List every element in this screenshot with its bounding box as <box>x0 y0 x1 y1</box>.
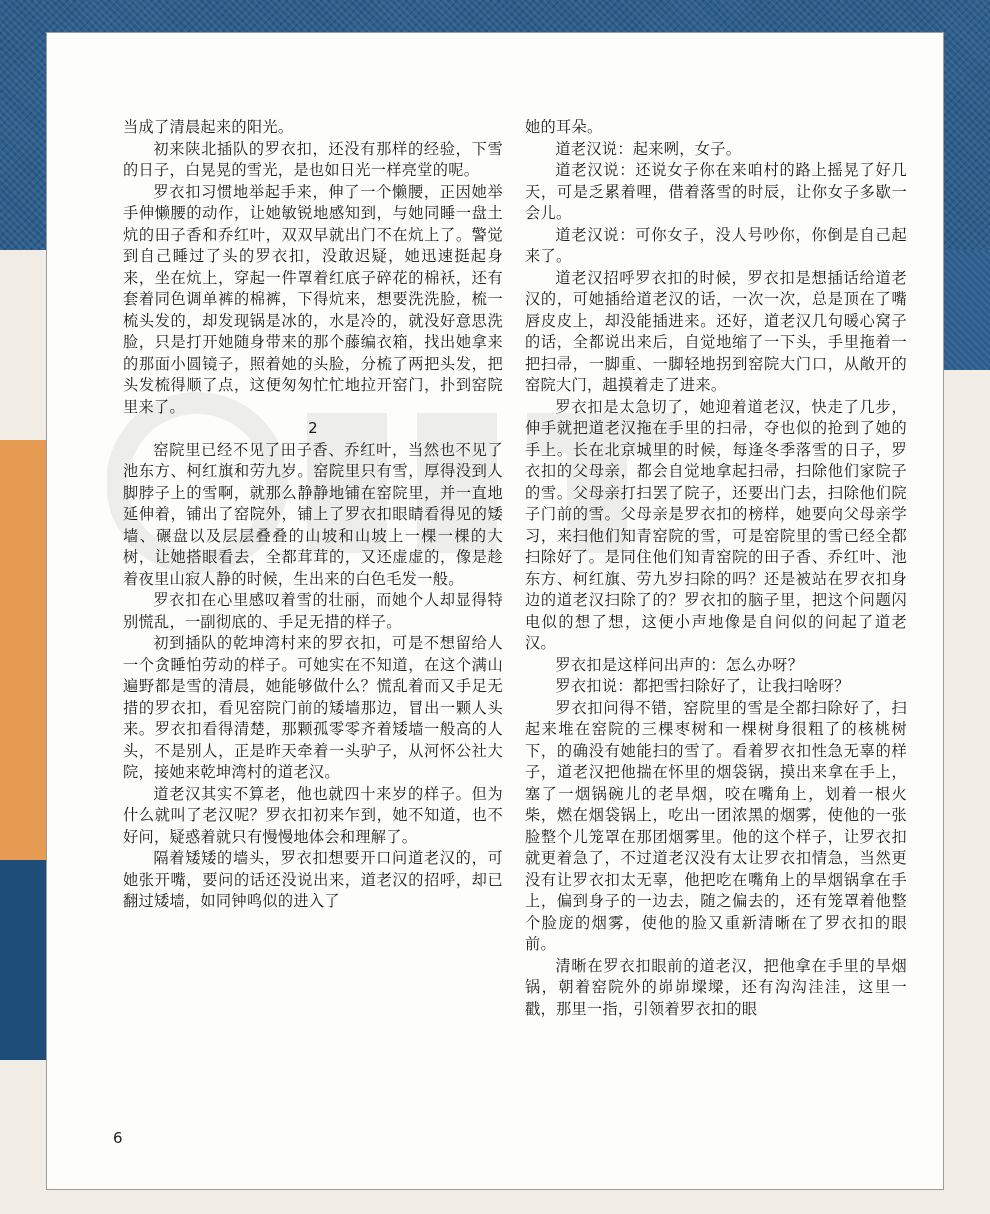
paragraph: 窑院里已经不见了田子香、乔红叶，当然也不见了池东方、柯红旗和劳九岁。窑院里只有雪，厚得没到人脚脖子上的雪啊，就那么静静地铺在窑院里，并一直地延伸着，铺出了窑院外，铺上了罗衣扣眼睛看得见的矮墙、碾盘以及层层叠叠的山坡和山坡上一棵一棵的大树，让她搭眼看去，全都茸茸的，又还虚虚的，像是趁着夜里山寂人静的时候，生出来的白色毛发一般。 <box>123 440 503 588</box>
paragraph: 罗衣扣是太急切了，她迎着道老汉，快走了几步，伸手就把道老汉拖在手里的扫帚，夺也似的抢到了她的手上。长在北京城里的时候，每逢冬季落雪的日子，罗衣扣的父母亲，都会自觉地拿起扫帚，扫除他们家院子的雪。父母亲打扫罢了院子，还要出门去，扫除他们院子门前的雪。父母亲是罗衣扣的榜样，她要向父母亲学习，来扫他们知青窑院的雪，可是窑院里的雪已经全都扫除好了。是同住他们知青窑院的田子香、乔红叶、池东方、柯红旗、劳九岁扫除的吗？还是被站在罗衣扣身边的道老汉扫除了的？罗衣扣的脑子里，把这个问题闪电似的想了想，这便小声地像是自问似的问起了道老汉。 <box>525 397 907 652</box>
left-paragraphs-after <box>123 440 503 913</box>
paragraph: 道老汉说：可你女子，没人号吵你，你倒是自己起来了。 <box>525 225 907 265</box>
paragraph: 初到插队的乾坤湾村来的罗衣扣，可是不想留给人一个贪睡怕劳动的样子。可她实在不知道，在这个满山遍野都是雪的清晨，她能够做什么？慌乱着而又手足无措的罗衣扣，看见窑院门前的矮墙那边，冒出一颗人头来。罗衣扣看得清楚，那颗孤零零齐着矮墙一般高的人头，不是别人，正是昨天牵着一头驴子，从河怀公社大院，接她来乾坤湾村的道老汉。 <box>123 634 503 781</box>
paragraph: 当成了清晨起来的阳光。 <box>123 118 294 136</box>
paragraph: 道老汉说：起来咧，女子。 <box>555 139 742 158</box>
page-number: 6 <box>113 1129 123 1147</box>
paragraph: 清晰在罗衣扣眼前的道老汉，把他拿在手里的旱烟锅，朝着窑院外的峁峁墚墚，还有沟沟洼洼，这里一戳，那里一指，引领着罗衣扣的眼 <box>525 956 907 1018</box>
paragraph: 道老汉招呼罗衣扣的时候，罗衣扣是想插话给道老汉的，可她插给道老汉的话，一次一次，总是顶在了嘴唇皮皮上，却没能插进来。还好，道老汉几句暖心窝子的话，全都说出来后，自觉地缩了一下头，手里拖着一把扫帚，一脚重、一脚轻地拐到窑院大门口，从敞开的窑院大门，趄摸着走了进来。 <box>525 268 907 394</box>
paragraph: 罗衣扣说：都把雪扫除好了，让我扫啥呀？ <box>555 677 850 695</box>
right-paragraphs <box>525 117 907 1020</box>
paragraph: 罗衣扣问得不错，窑院里的雪是全都扫除好了，扫起来堆在窑院的三棵枣树和一棵树身很粗了的核桃树下，的确没有她能扫的雪了。看着罗衣扣性急无辜的样子，道老汉把他揣在怀里的烟袋锅，摸出来拿在手上，塞了一烟锅碗儿的老旱烟，咬在嘴角上，划着一根火柴，燃在烟袋锅上，吃出一团浓黑的烟雾，使他的一张脸整个儿笼罩在那团烟雾里。他的这个样子，让罗衣扣就更着急了，不过道老汉没有太让罗衣扣情急，当然更没有让罗衣扣太无辜，他把吃在嘴角上的旱烟锅拿在手上，偏到身子的一边去，随之偏去的，还有笼罩着他整个脸庞的烟雾，使他的脸又重新清晰在了罗衣扣的眼前。 <box>525 698 907 953</box>
paragraph: 隔着矮矮的墙头，罗衣扣想要开口问道老汉的，可她张开嘴，要问的话还没说出来，道老汉的招呼，却已翻过矮墙，如同钟鸣似的进入了 <box>123 849 503 910</box>
left-paragraphs-before <box>123 117 503 418</box>
section-number: 2 <box>308 419 318 437</box>
paragraph: 罗衣扣是这样问出声的：怎么办呀？ <box>555 655 804 674</box>
left-text-column <box>123 117 503 913</box>
paragraph: 罗衣扣习惯地举起手来，伸了一个懒腰，正因她举手伸懒腰的动作，让她敏锐地感知到，与她同睡一盘土炕的田子香和乔红叶，双双早就出门不在炕上了。警觉到自己睡过了头的罗衣扣，没敢迟疑，她迅速挺起身来，坐在炕上，穿起一件罩着红底子碎花的棉袄，还有套着同色调单裤的棉裤，下得炕来，想要洗洗脸，梳一梳头发的，却发现锅是冰的，水是冷的，就没好意思洗脸，只是打开她随身带来的那个藤编衣箱，找出她拿来的那面小圆镜子，照着她的头脸，分梳了两把头发，把头发梳得顺了点，这便匆匆忙忙地拉开窑门，扑到窑院里来了。 <box>123 182 503 416</box>
paragraph: 她的耳朵。 <box>525 118 603 136</box>
right-text-column <box>525 117 907 1020</box>
paragraph: 道老汉说：还说女子你在来咱村的路上摇晃了好几天，可是乏累着哩，借着落雪的时辰，让你女子多歇一会儿。 <box>525 161 907 222</box>
scanned-page <box>46 32 944 1190</box>
paragraph: 道老汉其实不算老，他也就四十来岁的样子。但为什么就叫了老汉呢？罗衣扣初来乍到，她不知道，也不好问，疑惑着就只有慢慢地体会和理解了。 <box>123 784 503 846</box>
paragraph: 初来陕北插队的罗衣扣，还没有那样的经验，下雪的日子，白晃晃的雪光，是也如日光一样亮堂的呢。 <box>123 139 503 179</box>
paragraph: 罗衣扣在心里感叹着雪的壮丽，而她个人却显得特别慌乱，一副彻底的、手足无措的样子。 <box>123 591 503 631</box>
